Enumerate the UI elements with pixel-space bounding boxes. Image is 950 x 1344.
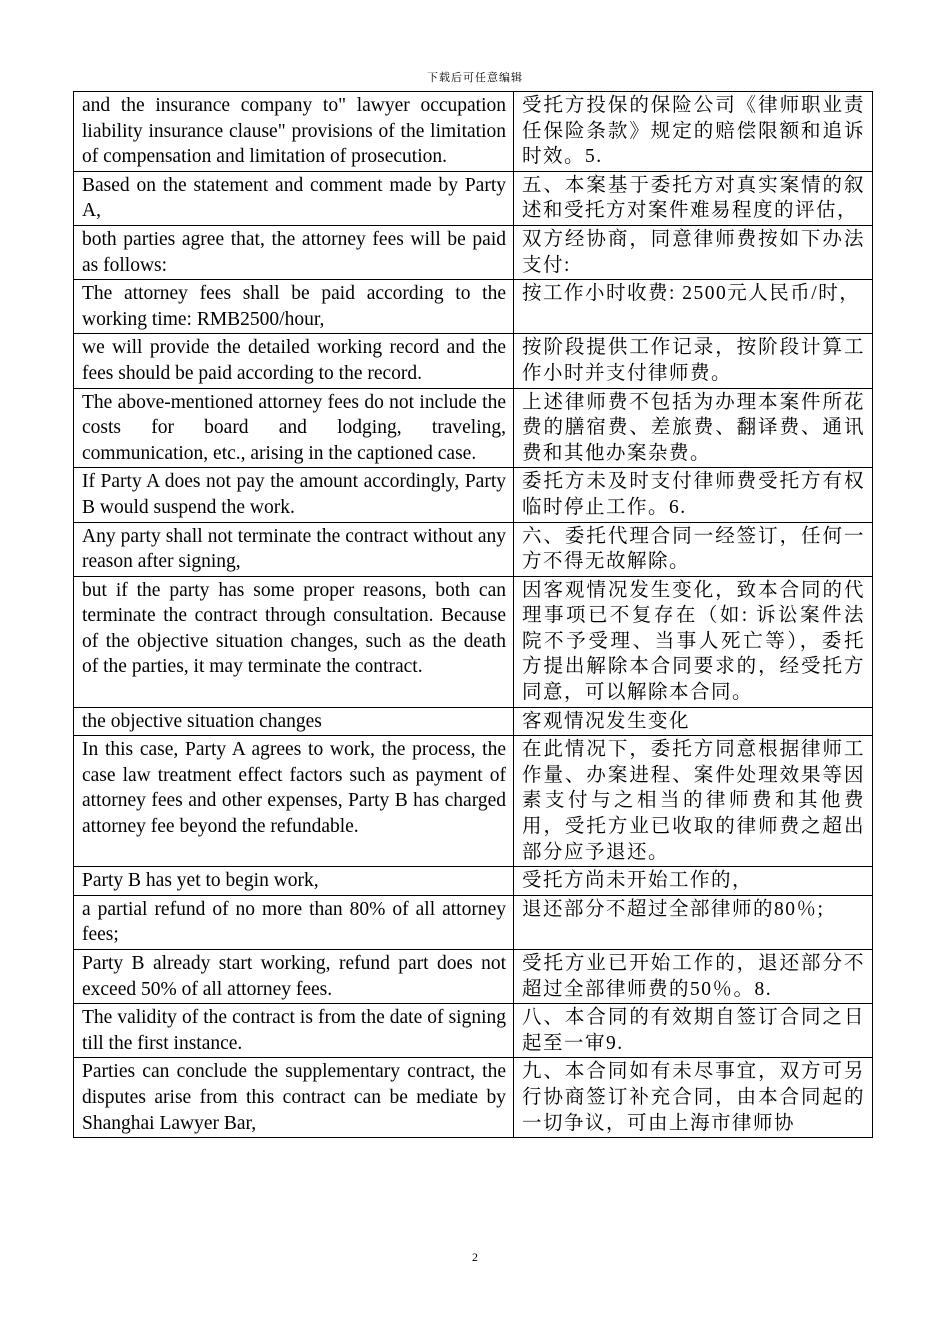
table-row bbox=[74, 576, 873, 707]
table-row bbox=[74, 388, 873, 468]
english-cell: If Party A does not pay the amount accordingly, Party B would suspend the work. bbox=[74, 468, 514, 522]
page-number: 2 bbox=[472, 1250, 478, 1264]
table-row bbox=[74, 895, 873, 949]
english-cell: Any party shall not terminate the contract without any reason after signing, bbox=[74, 522, 514, 576]
chinese-cell: 委托方未及时支付律师费受托方有权临时停止工作。6. bbox=[514, 468, 873, 522]
english-cell: The above-mentioned attorney fees do not include the costs for board and lodging, traveling, communication, etc., arising in the captioned case. bbox=[74, 388, 514, 468]
chinese-cell: 受托方投保的保险公司《律师职业责任保险条款》规定的赔偿限额和追诉时效。5. bbox=[514, 92, 873, 172]
english-cell: Party B has yet to begin work, bbox=[74, 867, 514, 896]
english-cell: Party B already start working, refund part does not exceed 50% of all attorney fees. bbox=[74, 950, 514, 1004]
chinese-cell: 五、本案基于委托方对真实案情的叙述和受托方对案件难易程度的评估， bbox=[514, 171, 873, 225]
table-row bbox=[74, 92, 873, 172]
chinese-cell: 按阶段提供工作记录，按阶段计算工作小时并支付律师费。 bbox=[514, 334, 873, 388]
english-cell: In this case, Party A agrees to work, the process, the case law treatment effect factors such as payment of attorney fees and other expenses, Party B has charged attorney fee beyond the refundable. bbox=[74, 736, 514, 867]
english-cell: a partial refund of no more than 80% of all attorney fees; bbox=[74, 895, 514, 949]
chinese-cell: 八、本合同的有效期自签订合同之日起至一审9. bbox=[514, 1004, 873, 1058]
table-row bbox=[74, 225, 873, 279]
english-cell: the objective situation changes bbox=[74, 707, 514, 736]
chinese-cell: 上述律师费不包括为办理本案件所花费的膳宿费、差旅费、翻译费、通讯费和其他办案杂费。 bbox=[514, 388, 873, 468]
table-row bbox=[74, 522, 873, 576]
table-row bbox=[74, 171, 873, 225]
chinese-cell: 因客观情况发生变化，致本合同的代理事项已不复存在（如: 诉讼案件法院不予受理、当事人死亡等），委托方提出解除本合同要求的，经受托方同意，可以解除本合同。 bbox=[514, 576, 873, 707]
chinese-cell: 客观情况发生变化 bbox=[514, 707, 873, 736]
table-row bbox=[74, 950, 873, 1004]
english-cell: and the insurance company to" lawyer occupation liability insurance clause" provisions of the limitation of compensation and limitation of prosecution. bbox=[74, 92, 514, 172]
table-row bbox=[74, 468, 873, 522]
table-row bbox=[74, 1004, 873, 1058]
english-cell: The validity of the contract is from the date of signing till the first instance. bbox=[74, 1004, 514, 1058]
english-cell: Based on the statement and comment made by Party A, bbox=[74, 171, 514, 225]
english-cell: we will provide the detailed working record and the fees should be paid according to the record. bbox=[74, 334, 514, 388]
chinese-cell: 六、委托代理合同一经签订，任何一方不得无故解除。 bbox=[514, 522, 873, 576]
chinese-cell: 受托方业已开始工作的，退还部分不超过全部律师费的50％。8. bbox=[514, 950, 873, 1004]
page-header: 下载后可任意编辑 bbox=[427, 72, 523, 84]
table-row bbox=[74, 707, 873, 736]
english-cell: but if the party has some proper reasons, both can terminate the contract through consultation. Because of the objective situation changes, such as the death of the parties, it may terminate the contract. bbox=[74, 576, 514, 707]
table-row bbox=[74, 867, 873, 896]
english-cell: both parties agree that, the attorney fees will be paid as follows: bbox=[74, 225, 514, 279]
table-row bbox=[74, 334, 873, 388]
table-row bbox=[74, 1058, 873, 1138]
bilingual-contract-table bbox=[73, 91, 873, 1138]
chinese-cell: 九、本合同如有未尽事宜，双方可另行协商签订补充合同，由本合同起的一切争议，可由上海市律师协 bbox=[514, 1058, 873, 1138]
chinese-cell: 退还部分不超过全部律师的80％; bbox=[514, 895, 873, 949]
chinese-cell: 双方经协商，同意律师费按如下办法支付: bbox=[514, 225, 873, 279]
english-cell: The attorney fees shall be paid according to the working time: RMB2500/hour, bbox=[74, 280, 514, 334]
chinese-cell: 受托方尚未开始工作的， bbox=[514, 867, 873, 896]
table-row bbox=[74, 736, 873, 867]
table-row bbox=[74, 280, 873, 334]
chinese-cell: 在此情况下，委托方同意根据律师工作量、办案进程、案件处理效果等因素支付与之相当的律师费和其他费用，受托方业已收取的律师费之超出部分应予退还。 bbox=[514, 736, 873, 867]
chinese-cell: 按工作小时收费: 2500元人民币/时， bbox=[514, 280, 873, 334]
english-cell: Parties can conclude the supplementary contract, the disputes arise from this contract can be mediate by Shanghai Lawyer Bar, bbox=[74, 1058, 514, 1138]
